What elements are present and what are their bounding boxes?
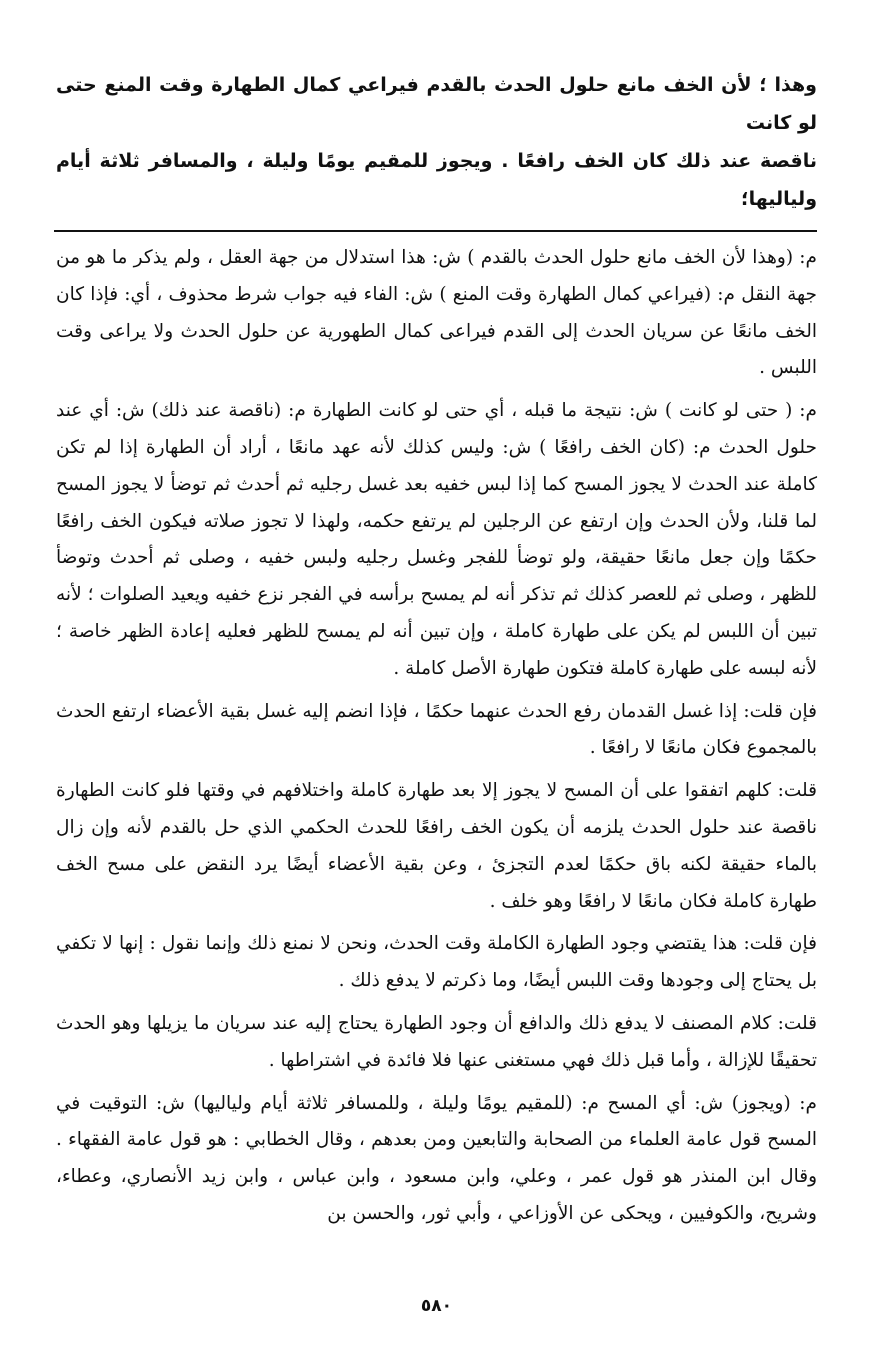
commentary-paragraph-7: م: (ويجوز) ش: أي المسح م: (للمقيم يومًا وليلة ، وللمسافر ثلاثة أيام ولياليها) ش: التوقيت في المسح قول عامة العلماء من الصحابة والتابعين ومن بعدهم ، وقال الخطابي : هو قول عامة الفقهاء . وقال ابن المنذر هو قول عمر ، وعلي، وابن مسعود ، وابن عباس ، وابن زيد الأنصاري، وعطاء، وشريح، والكوفيين ، ويحكى عن الأوزاعي ، وأبي ثور، والحسن بن bbox=[56, 1092, 817, 1224]
commentary-paragraph-3: فإن قلت: إذا غسل القدمان رفع الحدث عنهما حكمًا ، فإذا انضم إليه غسل بقية الأعضاء ارتفع الحدث بالمجموع فكان مانعًا لا رافعًا . bbox=[56, 700, 817, 759]
commentary-paragraph-2: م: ( حتى لو كانت ) ش: نتيجة ما قبله ، أي حتى لو كانت الطهارة م: (ناقصة عند ذلك) ش: أي عند حلول الحدث م: (كان الخف رافعًا ) ش: وليس كذلك لأنه عهد مانعًا ، أراد أن الطهارة إذا لم تكن كاملة عند الحدث لا يجوز المسح كما إذا لبس خفيه بعد غسل رجليه ثم أحدث ثم توضأ لا يجوز المسح لما قلنا، ولأن الحدث وإن ارتفع عن الرجلين لم يرتفع حكمه، ولهذا لا تجوز صلاته فيكون الخف رافعًا حكمًا وإن جعل مانعًا حقيقة، ولو توضأ للفجر وغسل رجليه ولبس خفيه ، وصلى ثم أحدث وتوضأ للظهر ، وصلى ثم للعصر كذلك ثم تذكر أنه لم يمسح برأسه في الفجر نزع خفيه ويعيد الصلوات ؛ لأنه تبين أن اللبس لم يكن على طهارة كاملة ، وإن تبين أنه لم يمسح للظهر فعليه إعادة الظهر خاصة ؛ لأنه لبسه على طهارة كاملة فتكون طهارة الأصل كاملة . bbox=[56, 400, 817, 679]
matn-line-1: وهذا ؛ لأن الخف مانع حلول الحدث بالقدم فيراعي كمال الطهارة وقت المنع حتى لو كانت bbox=[56, 74, 817, 134]
matn-line-2: ناقصة عند ذلك كان الخف رافعًا . ويجوز للمقيم يومًا وليلة ، والمسافر ثلاثة أيام ولياليها؛ bbox=[56, 150, 817, 210]
commentary-paragraph-4: قلت: كلهم اتفقوا على أن المسح لا يجوز إلا بعد طهارة كاملة واختلافهم في وقتها فلو كانت الطهارة ناقصة عند حلول الحدث يلزمه أن يكون الخف رافعًا للحدث الحكمي الذي حل بالقدم لأنه وإن زال بالماء حقيقة لكنه باق حكمًا لعدم التجزئ ، وعن بقية الأعضاء أيضًا يرد النقض على مسح الخف طهارة كاملة فكان مانعًا لا رافعًا وهو خلف . bbox=[56, 780, 817, 912]
commentary-block bbox=[56, 240, 817, 1233]
matn-block bbox=[56, 66, 817, 218]
commentary-paragraph-6: قلت: كلام المصنف لا يدفع ذلك والدافع أن وجود الطهارة يحتاج إليه عند سريان ما يزيلها وهو الحدث تحقيقًا للإزالة ، وأما قبل ذلك فهي مستغنى عنها فلا فائدة في اشتراطها . bbox=[56, 1012, 817, 1071]
commentary-paragraph-1: م: (وهذا لأن الخف مانع حلول الحدث بالقدم ) ش: هذا استدلال من جهة العقل ، ولم يذكر ما هو من جهة النقل م: (فيراعي كمال الطهارة وقت المنع ) ش: الفاء فيه جواب شرط محذوف ، أي: فإذا كان الخف مانعًا عن سريان الحدث إلى القدم فيراعى كمال الطهورية عن حلول الحدث ولا يراعى وقت اللبس . bbox=[56, 247, 817, 379]
separator-rule bbox=[54, 230, 817, 232]
commentary-paragraph-5: فإن قلت: هذا يقتضي وجود الطهارة الكاملة وقت الحدث، ونحن لا نمنع ذلك وإنما نقول : إنها لا تكفي بل يحتاج إلى وجودها وقت اللبس أيضًا، وما ذكرتم لا يدفع ذلك . bbox=[56, 933, 817, 992]
page-number: ٥٨٠ bbox=[420, 1296, 453, 1316]
